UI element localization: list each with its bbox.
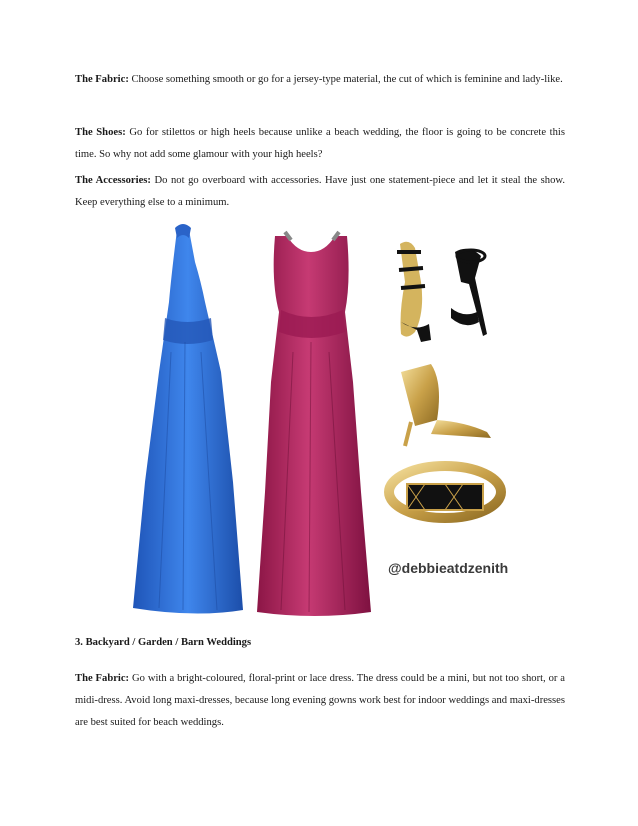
shoes-paragraph bbox=[75, 122, 565, 166]
blue-gown-icon bbox=[133, 224, 243, 614]
outfit-collage-image bbox=[125, 222, 515, 620]
accessories-label: The Accessories: bbox=[75, 175, 151, 186]
fabric-label: The Fabric: bbox=[75, 74, 129, 85]
black-sandals-icon bbox=[397, 242, 487, 342]
accessories-paragraph bbox=[75, 170, 565, 214]
fabric-text-2: Go with a bright-coloured, floral-print or lace dress. The dress could be a mini, but not too short, or a midi-dress. Avoid long maxi-dresses, because long evening gowns work best for indoor weddings and maxi-dresses are best suited for beach weddings. bbox=[75, 673, 566, 728]
chain-bracelet-icon bbox=[389, 466, 501, 518]
magenta-gown-icon bbox=[257, 232, 371, 616]
accessories-text: Do not go overboard with accessories. Have just one statement-piece and let it steal the show. Keep everything else to a minimum. bbox=[75, 175, 565, 208]
collage-watermark: @debbieatdzenith bbox=[388, 560, 509, 576]
gold-mule-icon bbox=[401, 364, 491, 446]
shoes-label: The Shoes: bbox=[75, 127, 126, 138]
fabric-paragraph-2 bbox=[75, 668, 565, 734]
section-heading: 3. Backyard / Garden / Barn Weddings bbox=[75, 637, 252, 648]
fabric-text: Choose something smooth or go for a jersey-type material, the cut of which is feminine and lady-like. bbox=[128, 74, 563, 85]
shoes-text: Go for stilettos or high heels because unlike a beach wedding, the floor is going to be concrete this time. So why not add some glamour with your high heels? bbox=[75, 127, 565, 160]
fabric-paragraph bbox=[75, 69, 565, 91]
fabric-label-2: The Fabric: bbox=[75, 673, 130, 684]
